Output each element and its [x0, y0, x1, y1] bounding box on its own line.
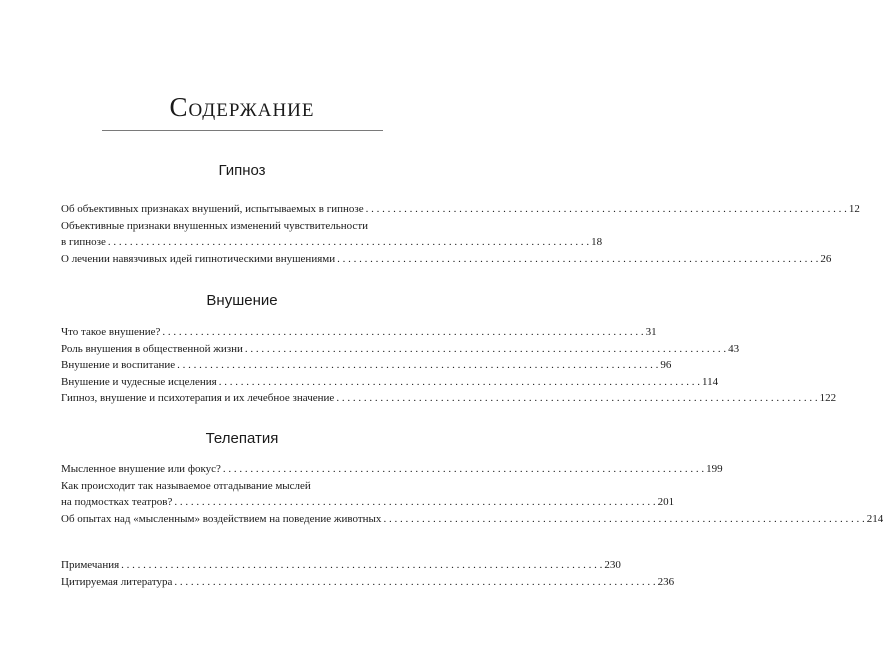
toc-entry-page: 31 [645, 326, 657, 338]
toc-entry[interactable] [61, 390, 837, 407]
toc-entry-notes[interactable] [61, 557, 621, 574]
toc-entry[interactable] [61, 234, 603, 251]
toc-entry-title: Гипноз, внушение и психотерапия и их лечебное значение [61, 392, 335, 404]
toc-entry[interactable] [61, 494, 675, 511]
toc-entry[interactable] [61, 511, 883, 528]
toc-list-back-matter [61, 557, 675, 590]
toc-entry[interactable] [61, 461, 723, 478]
toc-entry[interactable] [61, 324, 657, 341]
toc-entry[interactable] [61, 341, 740, 358]
toc-entry-page: 96 [660, 359, 672, 371]
toc-entry-page: 26 [820, 252, 832, 265]
toc-entry-title: Внушение и воспитание [61, 359, 176, 371]
toc-list-suggestion [61, 324, 837, 407]
toc-entry-title: Роль внушения в общественной жизни [61, 342, 243, 355]
leader-dots [223, 461, 704, 478]
leader-dots [108, 234, 589, 251]
toc-entry-title-line1[interactable]: Как происходит так называемое отгадывание мыслей [61, 479, 311, 492]
leader-dots [336, 390, 817, 407]
leader-dots [177, 357, 658, 374]
toc-entry-title: на подмостках театров? [61, 496, 173, 508]
toc-entry-page: 230 [604, 559, 621, 571]
section-heading-hypnosis: Гипноз [218, 162, 266, 179]
toc-entry-title: Цитируемая литература [61, 575, 173, 588]
toc-entry-title: Об объективных признаках внушений, испытываемых в гипнозе [61, 203, 364, 215]
toc-entry[interactable] [61, 201, 860, 218]
leader-dots [337, 251, 818, 268]
leader-dots [174, 574, 655, 591]
toc-entry-page: 199 [706, 463, 723, 475]
toc-entry-references[interactable] [61, 574, 675, 591]
toc-entry-title: в гипнозе [61, 236, 106, 248]
toc-entry-title: О лечении навязчивых идей гипнотическими внушениями [61, 252, 336, 265]
toc-entry-title: Примечания [61, 559, 120, 571]
toc-entry-page: 122 [819, 392, 837, 404]
toc-entry-page: 18 [591, 236, 603, 248]
toc-entry-title-line1[interactable]: Объективные признаки внушенных изменений чувствительности [61, 219, 369, 232]
leader-dots [174, 494, 655, 511]
leader-dots [219, 374, 700, 391]
toc-entry-page: 214 [866, 512, 883, 525]
leader-dots [383, 511, 864, 528]
toc-entry-page: 201 [657, 496, 675, 508]
toc-entry[interactable] [61, 374, 719, 391]
toc-entry-title: Внушение и чудесные исцеления [61, 375, 217, 388]
toc-list-hypnosis [61, 201, 860, 267]
toc-entry-page: 43 [728, 342, 740, 355]
toc-entry-page: 114 [702, 375, 719, 388]
toc-entry[interactable] [61, 357, 672, 374]
toc-entry[interactable] [61, 251, 832, 268]
toc-entry-title: Об опытах над «мысленным» воздействием на поведение животных [61, 512, 382, 525]
toc-entry-title: Что такое внушение? [61, 326, 161, 338]
toc-list-telepathy [61, 461, 883, 527]
leader-dots [245, 341, 726, 358]
page-title: Содержание [169, 92, 315, 122]
toc-entry-title: Мысленное внушение или фокус? [61, 463, 221, 475]
leader-dots [121, 557, 602, 574]
leader-dots [162, 324, 643, 341]
toc-entry-page: 12 [848, 203, 860, 215]
leader-dots [366, 201, 847, 218]
toc-entry-page: 236 [657, 575, 675, 588]
section-heading-telepathy: Телепатия [205, 430, 279, 447]
section-heading-suggestion: Внушение [206, 292, 278, 309]
title-rule [102, 130, 383, 131]
